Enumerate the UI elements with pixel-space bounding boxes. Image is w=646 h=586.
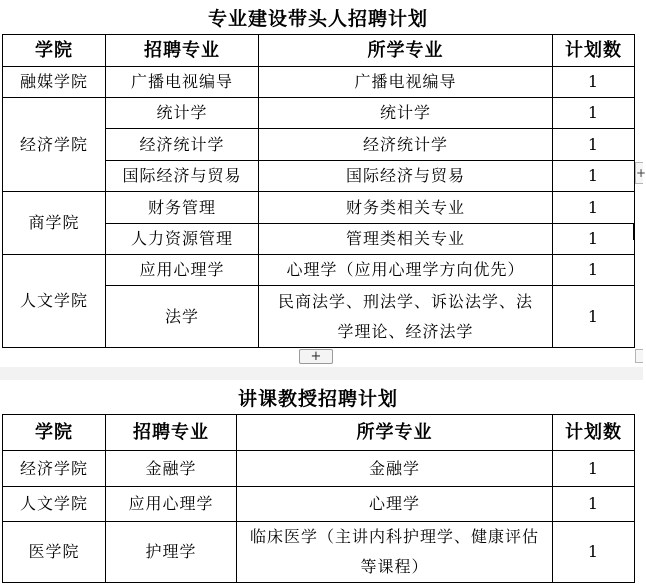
header-major[interactable]: 招聘专业 [106,35,259,67]
cell-studied[interactable]: 统计学 [259,98,553,129]
cell-major[interactable]: 应用心理学 [106,255,259,286]
section-separator [0,367,643,380]
cell-count[interactable]: 1 [553,192,635,224]
text-cursor [633,224,635,240]
add-column-button[interactable]: + [635,162,643,184]
recruitment-table-1 [2,34,635,348]
header-major[interactable]: 招聘专业 [106,415,237,451]
cell-studied[interactable]: 心理学 [237,487,553,522]
cell-count[interactable]: 1 [553,522,635,583]
cell-college[interactable]: 人文学院 [3,255,106,348]
cell-studied[interactable]: 心理学（应用心理学方向优先） [259,255,553,286]
cell-major[interactable]: 经济统计学 [106,129,259,161]
table1-title: 专业建设带头人招聘计划 [207,8,428,30]
cell-count[interactable]: 1 [553,255,635,286]
cell-count[interactable]: 1 [553,67,635,98]
table-row [3,255,635,286]
cell-studied[interactable]: 民商法学、刑法学、诉讼法学、法学理论、经济法学 [259,286,553,348]
cell-college[interactable]: 人文学院 [3,487,106,522]
cell-studied[interactable]: 管理类相关专业 [259,224,553,255]
cell-studied[interactable]: 国际经济与贸易 [259,161,553,192]
header-count[interactable]: 计划数 [553,415,635,451]
cell-major[interactable]: 应用心理学 [106,487,237,522]
table-resize-handle[interactable] [635,349,643,363]
table-row [3,487,635,522]
cell-studied[interactable]: 财务类相关专业 [259,192,553,224]
add-row-button[interactable]: + [299,349,333,364]
table-row [3,192,635,224]
cell-major[interactable]: 统计学 [106,98,259,129]
table-row [3,451,635,487]
cell-college[interactable]: 商学院 [3,192,106,255]
table2-title: 讲课教授招聘计划 [237,388,398,410]
cell-count[interactable]: 1 [553,224,635,255]
recruitment-table-2 [2,414,635,583]
cell-college[interactable]: 融媒学院 [3,67,106,98]
cell-major[interactable]: 法学 [106,286,259,348]
table-row [3,67,635,98]
cell-college[interactable]: 经济学院 [3,98,106,192]
cell-studied[interactable]: 广播电视编导 [259,67,553,98]
header-studied[interactable]: 所学专业 [259,35,553,67]
cell-count[interactable]: 1 [553,129,635,161]
header-college[interactable]: 学院 [3,415,106,451]
table-row [3,98,635,129]
cell-major[interactable]: 人力资源管理 [106,224,259,255]
table-header-row [3,415,635,451]
cell-major[interactable]: 广播电视编导 [106,67,259,98]
cell-count[interactable]: 1 [553,286,635,348]
cell-count[interactable]: 1 [553,487,635,522]
cell-studied[interactable]: 金融学 [237,451,553,487]
cell-major[interactable]: 国际经济与贸易 [106,161,259,192]
cell-college[interactable]: 医学院 [3,522,106,583]
cell-count[interactable]: 1 [553,451,635,487]
cell-major[interactable]: 财务管理 [106,192,259,224]
cell-major[interactable]: 护理学 [106,522,237,583]
table-header-row [3,35,635,67]
cell-studied[interactable]: 临床医学（主讲内科护理学、健康评估等课程） [237,522,553,583]
table-row [3,522,635,583]
cell-major[interactable]: 金融学 [106,451,237,487]
header-college[interactable]: 学院 [3,35,106,67]
cell-college[interactable]: 经济学院 [3,451,106,487]
header-studied[interactable]: 所学专业 [237,415,553,451]
cell-count[interactable]: 1 [553,161,635,192]
header-count[interactable]: 计划数 [553,35,635,67]
cell-count[interactable]: 1 [553,98,635,129]
cell-studied[interactable]: 经济统计学 [259,129,553,161]
